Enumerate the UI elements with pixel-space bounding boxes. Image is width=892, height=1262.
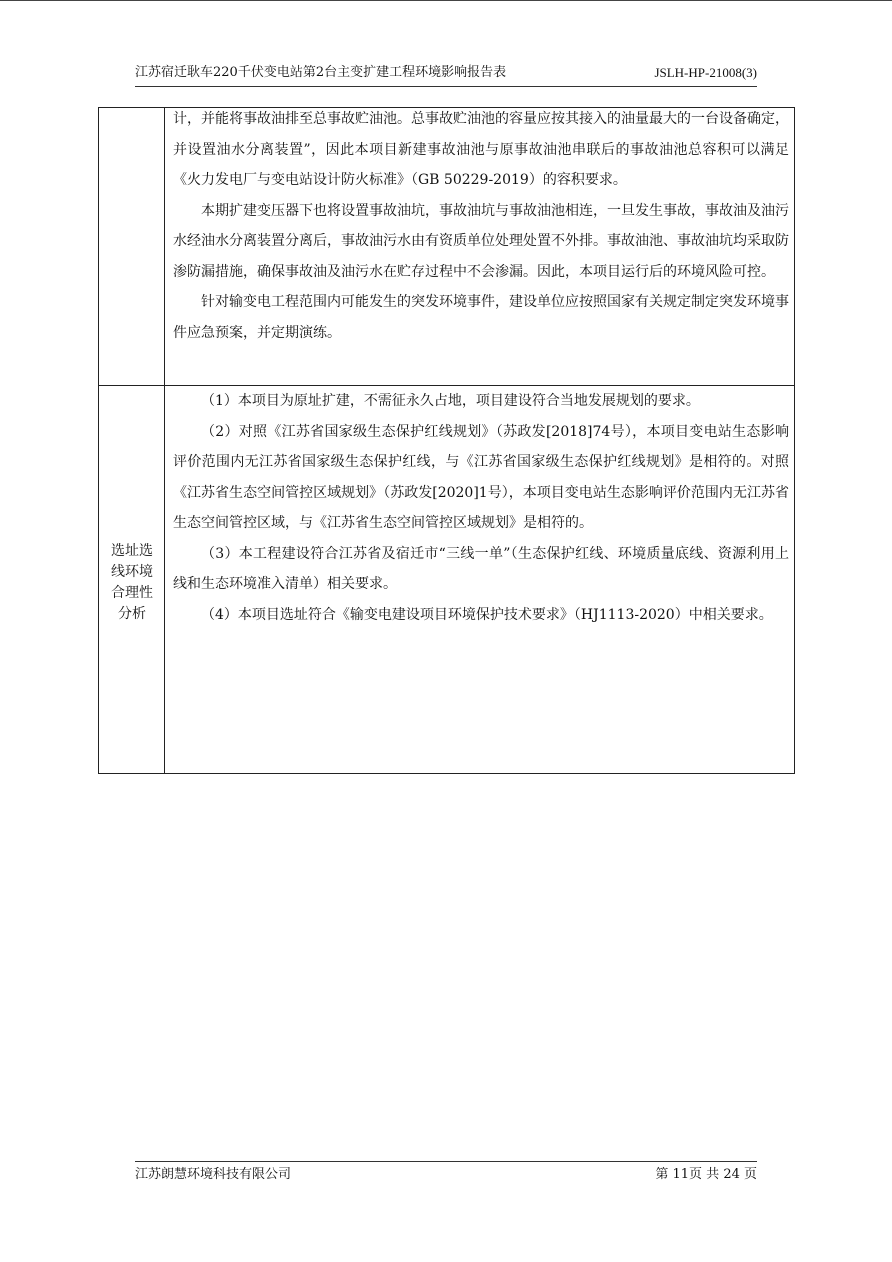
table-row-site-selection [99, 386, 794, 773]
paragraph: （1）本项目为原址扩建，不需征永久占地，项目建设符合当地发展规划的要求。 [201, 393, 700, 409]
document-title: 江苏宿迁耿车220千伏变电站第2台主变扩建工程环境影响报告表 [135, 65, 507, 80]
content-table [98, 107, 795, 774]
document-code: JSLH-HP-21008(3) [654, 65, 757, 80]
paragraph: 本期扩建变压器下也将设置事故油坑，事故油坑与事故油池相连，一旦发生事故，事故油及油污水经油水分离装置分离后，事故油污水由有资质单位处理处置不外排。事故油池、事故油坑均采取防渗防漏措施，确保事故油及油污水在贮存过程中不会渗漏。因此，本项目运行后的环境风险可控。 [173, 202, 789, 280]
page-top-border [0, 0, 892, 1]
row-label-cell [99, 386, 165, 773]
page-header [135, 64, 757, 87]
row-content-cell [173, 386, 789, 630]
paragraph: （4）本项目选址符合《输变电建设项目环境保护技术要求》（HJ1113-2020）中相关要求。 [201, 606, 773, 623]
company-name: 江苏朗慧环境科技有限公司 [135, 1167, 292, 1182]
page-number: 第 11页 共 24 页 [655, 1167, 757, 1182]
paragraph: （2）对照《江苏省国家级生态保护红线规划》（苏政发[2018]74号），本项目变电站生态影响评价范围内无江苏省国家级生态保护红线，与《江苏省国家级生态保护红线规划》是相符的。对照《江苏省生态空间管控区域规划》（苏政发[2020]1号），本项目变电站生态影响评价范围内无江苏省生态空间管控区域，与《江苏省生态空间管控区域规划》是相符的。 [173, 423, 789, 531]
row-label-cell [99, 108, 165, 385]
paragraph: 计，并能将事故油排至总事故贮油池。总事故贮油池的容量应按其接入的油量最大的一台设备确定，并设置油水分离装置”，因此本项目新建事故油池与原事故油池串联后的事故油池总容积可以满足《火力发电厂与变电站设计防火标准》（GB 50229-2019）的容积要求。 [173, 111, 789, 188]
row-content-cell [173, 104, 789, 348]
page-footer [135, 1161, 757, 1186]
row-label: 选址选线环境合理性分析 [111, 543, 153, 622]
paragraph: （3）本工程建设符合江苏省及宿迁市“三线一单”（生态保护红线、环境质量底线、资源利用上线和生态环境准入清单）相关要求。 [173, 545, 789, 592]
table-row-risk [99, 108, 794, 386]
paragraph: 针对输变电工程范围内可能发生的突发环境事件，建设单位应按照国家有关规定制定突发环境事件应急预案，并定期演练。 [173, 294, 789, 341]
